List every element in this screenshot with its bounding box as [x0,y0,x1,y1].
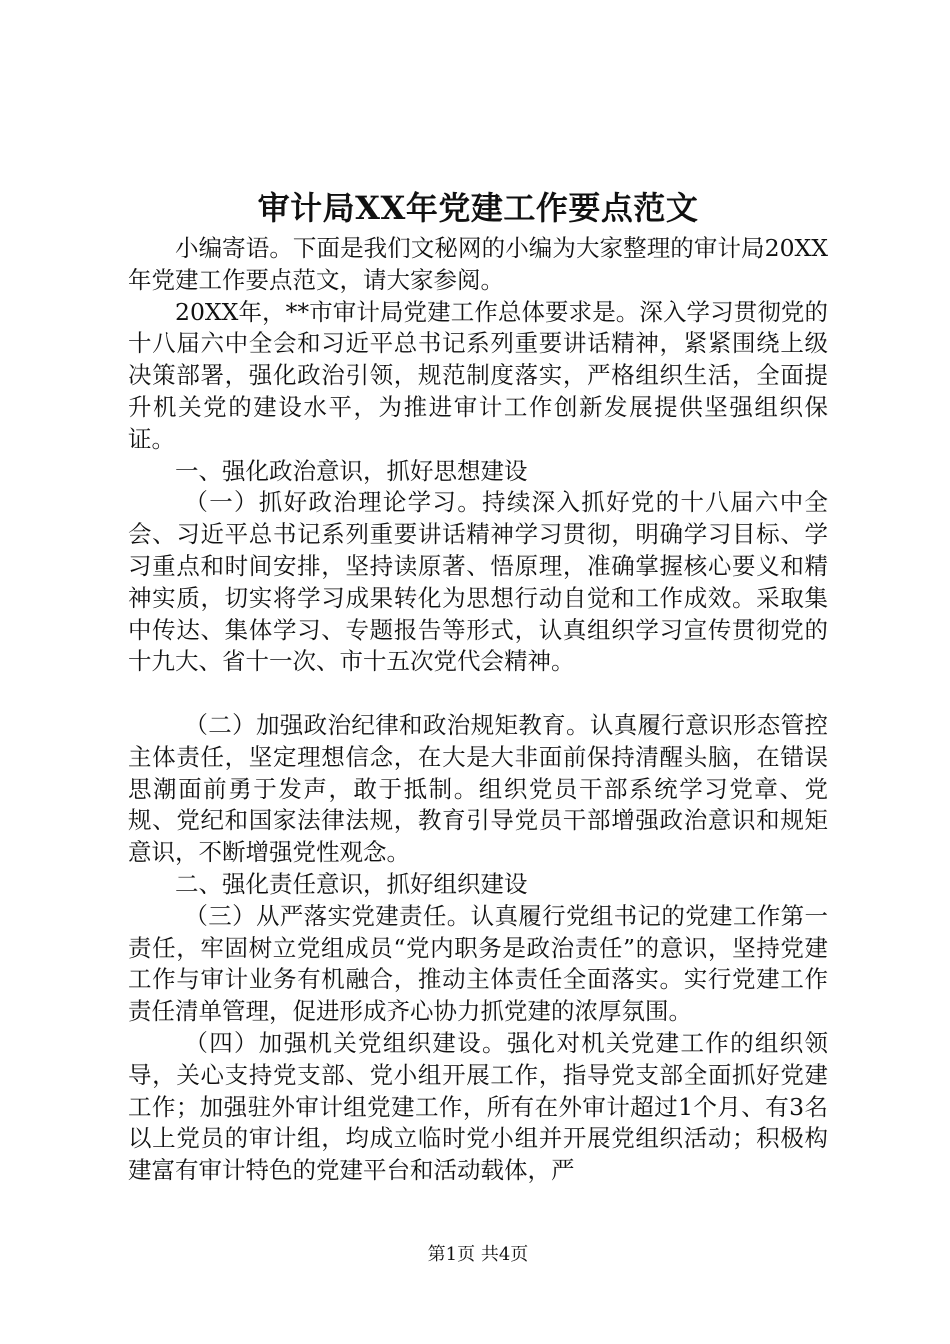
section-heading-2: 二、强化责任意识，抓好组织建设 [175,869,528,898]
document-title: 审计局XX年党建工作要点范文 [257,189,699,227]
paragraph-overview: 20XX年，**市审计局党建工作总体要求是。深入学习贯彻党的十八届六中全会和习近平总书记系列重要讲话精神，紧紧围绕上级决策部署，强化政治引领，规范制度落实，严格组织生活，全面提升机关党的建设水平，为推进审计工作创新发展提供坚强组织保证。 [128,297,828,453]
paragraph-item-1: （一）抓好政治理论学习。持续深入抓好党的十八届六中全会、习近平总书记系列重要讲话精神学习贯彻，明确学习目标、学习重点和时间安排，坚持读原著、悟原理，准确掌握核心要义和精神实质，切实将学习成果转化为思想行动自觉和工作成效。采取集中传达、集体学习、专题报告等形式，认真组织学习宣传贯彻党的十九大、省十一次、市十五次党代会精神。 [128,488,828,676]
paragraph-intro: 小编寄语。下面是我们文秘网的小编为大家整理的审计局20XX年党建工作要点范文，请大家参阅。 [128,234,828,294]
paragraph-item-3: （三）从严落实党建责任。认真履行党组书记的党建工作第一责任，牢固树立党组成员“党内职务是政治责任”的意识，坚持党建工作与审计业务有机融合，推动主体责任全面落实。实行党建工作责任清单管理，促进形成齐心协力抓党建的浓厚氛围。 [128,901,828,1026]
document-body [128,233,828,1187]
paragraph-item-2: （二）加强政治纪律和政治规矩教育。认真履行意识形态管控主体责任，坚定理想信念，在大是大非面前保持清醒头脑，在错误思潮面前勇于发声，敢于抵制。组织党员干部系统学习党章、党规、党纪和国家法律法规，教育引导党员干部增强政治意识和规矩意识，不断增强党性观念。 [128,710,828,867]
document-page [128,0,828,1344]
paragraph-item-4: （四）加强机关党组织建设。强化对机关党建工作的组织领导，关心支持党支部、党小组开展工作，指导党支部全面抓好党建工作；加强驻外审计组党建工作，所有在外审计超过1个月、有3名以上党员的审计组，均成立临时党小组并开展党组织活动；积极构建富有审计特色的党建平台和活动载体，严 [128,1028,828,1185]
paragraph-spacer [128,678,828,710]
section-heading-1: 一、强化政治意识，抓好思想建设 [175,456,528,485]
page-number-footer: 第1页 共4页 [427,1244,529,1265]
